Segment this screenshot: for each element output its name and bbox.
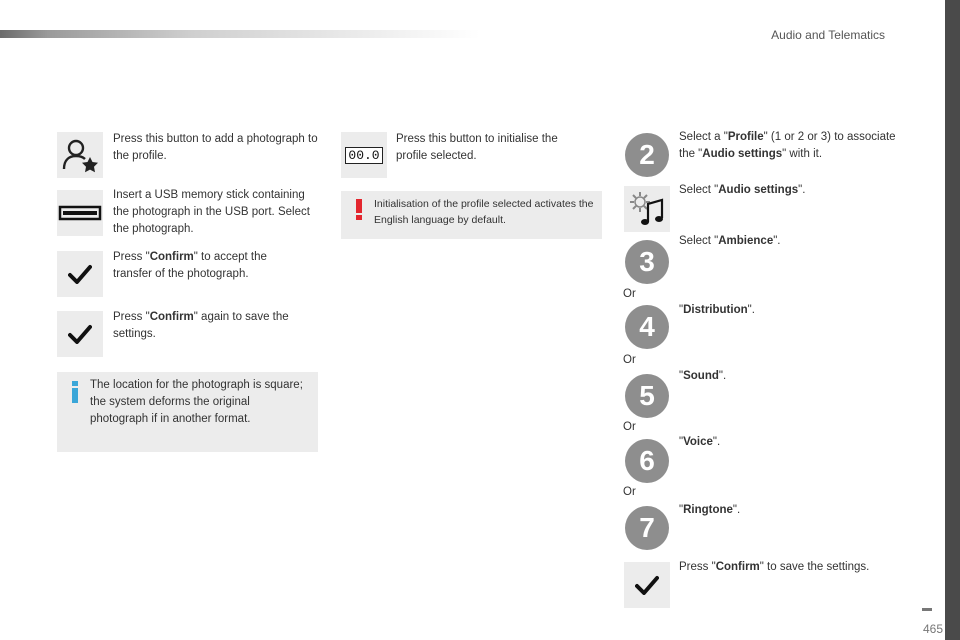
warning-note [341,191,602,239]
step-7-text: "Ringtone". [679,504,741,516]
reset-counter-icon: 00.0 [345,147,382,164]
final-confirm-button [624,562,670,608]
step-5-text: "Sound". [679,370,727,382]
step-3-badge: 3 [625,240,669,284]
or-label: Or [623,288,636,300]
reset-instruction: Press this button to initialise the profile selected. [396,133,558,162]
profile-photo-button [57,132,103,178]
header-gradient-bar [0,30,480,38]
step-2-text: Select a "Profile" (1 or 2 or 3) to associate the "Audio settings" with it. [679,131,896,160]
checkmark-icon [68,264,92,284]
info-note-text: The location for the photograph is square; the system deforms the original photograph if in another format. [90,379,303,425]
confirm-button-2 [57,311,103,357]
section-title: Audio and Telematics [771,28,885,42]
photo-instruction: Press this button to add a photograph to the profile. [113,133,318,162]
usb-instruction: Insert a USB memory stick containing the photograph in the USB port. Select the photograph. [113,189,310,235]
step-4-text: "Distribution". [679,304,755,316]
step-6-text: "Voice". [679,436,721,448]
confirm-instruction-1: Press "Confirm" to accept the transfer of the photograph. [113,251,267,280]
info-icon [71,381,79,403]
confirm-button [57,251,103,297]
step-3-text: Select "Ambience". [679,235,781,247]
warning-note-text: Initialisation of the profile selected activates the English language by default. [374,198,594,226]
usb-port-icon [58,203,102,223]
or-label: Or [623,354,636,366]
continuation-mark: ▬ [922,603,932,614]
audio-settings-button [624,186,670,232]
checkmark-icon [635,575,659,595]
audio-settings-text: Select "Audio settings". [679,184,806,196]
final-confirm-text: Press "Confirm" to save the settings. [679,561,870,573]
or-label: Or [623,421,636,433]
step-4-badge: 4 [625,305,669,349]
page-edge-bar [945,0,960,640]
checkmark-icon [68,324,92,344]
user-star-icon [60,135,100,175]
settings-music-icon [626,188,668,230]
info-note [57,372,318,452]
step-7-badge: 7 [625,506,669,550]
page-number: 465 [922,622,943,636]
warning-icon [355,199,363,221]
confirm-instruction-2: Press "Confirm" again to save the settings. [113,311,289,340]
step-6-badge: 6 [625,439,669,483]
reset-button [341,132,387,178]
usb-port-icon-box [57,190,103,236]
step-5-badge: 5 [625,374,669,418]
step-2-badge: 2 [625,133,669,177]
or-label: Or [623,486,636,498]
